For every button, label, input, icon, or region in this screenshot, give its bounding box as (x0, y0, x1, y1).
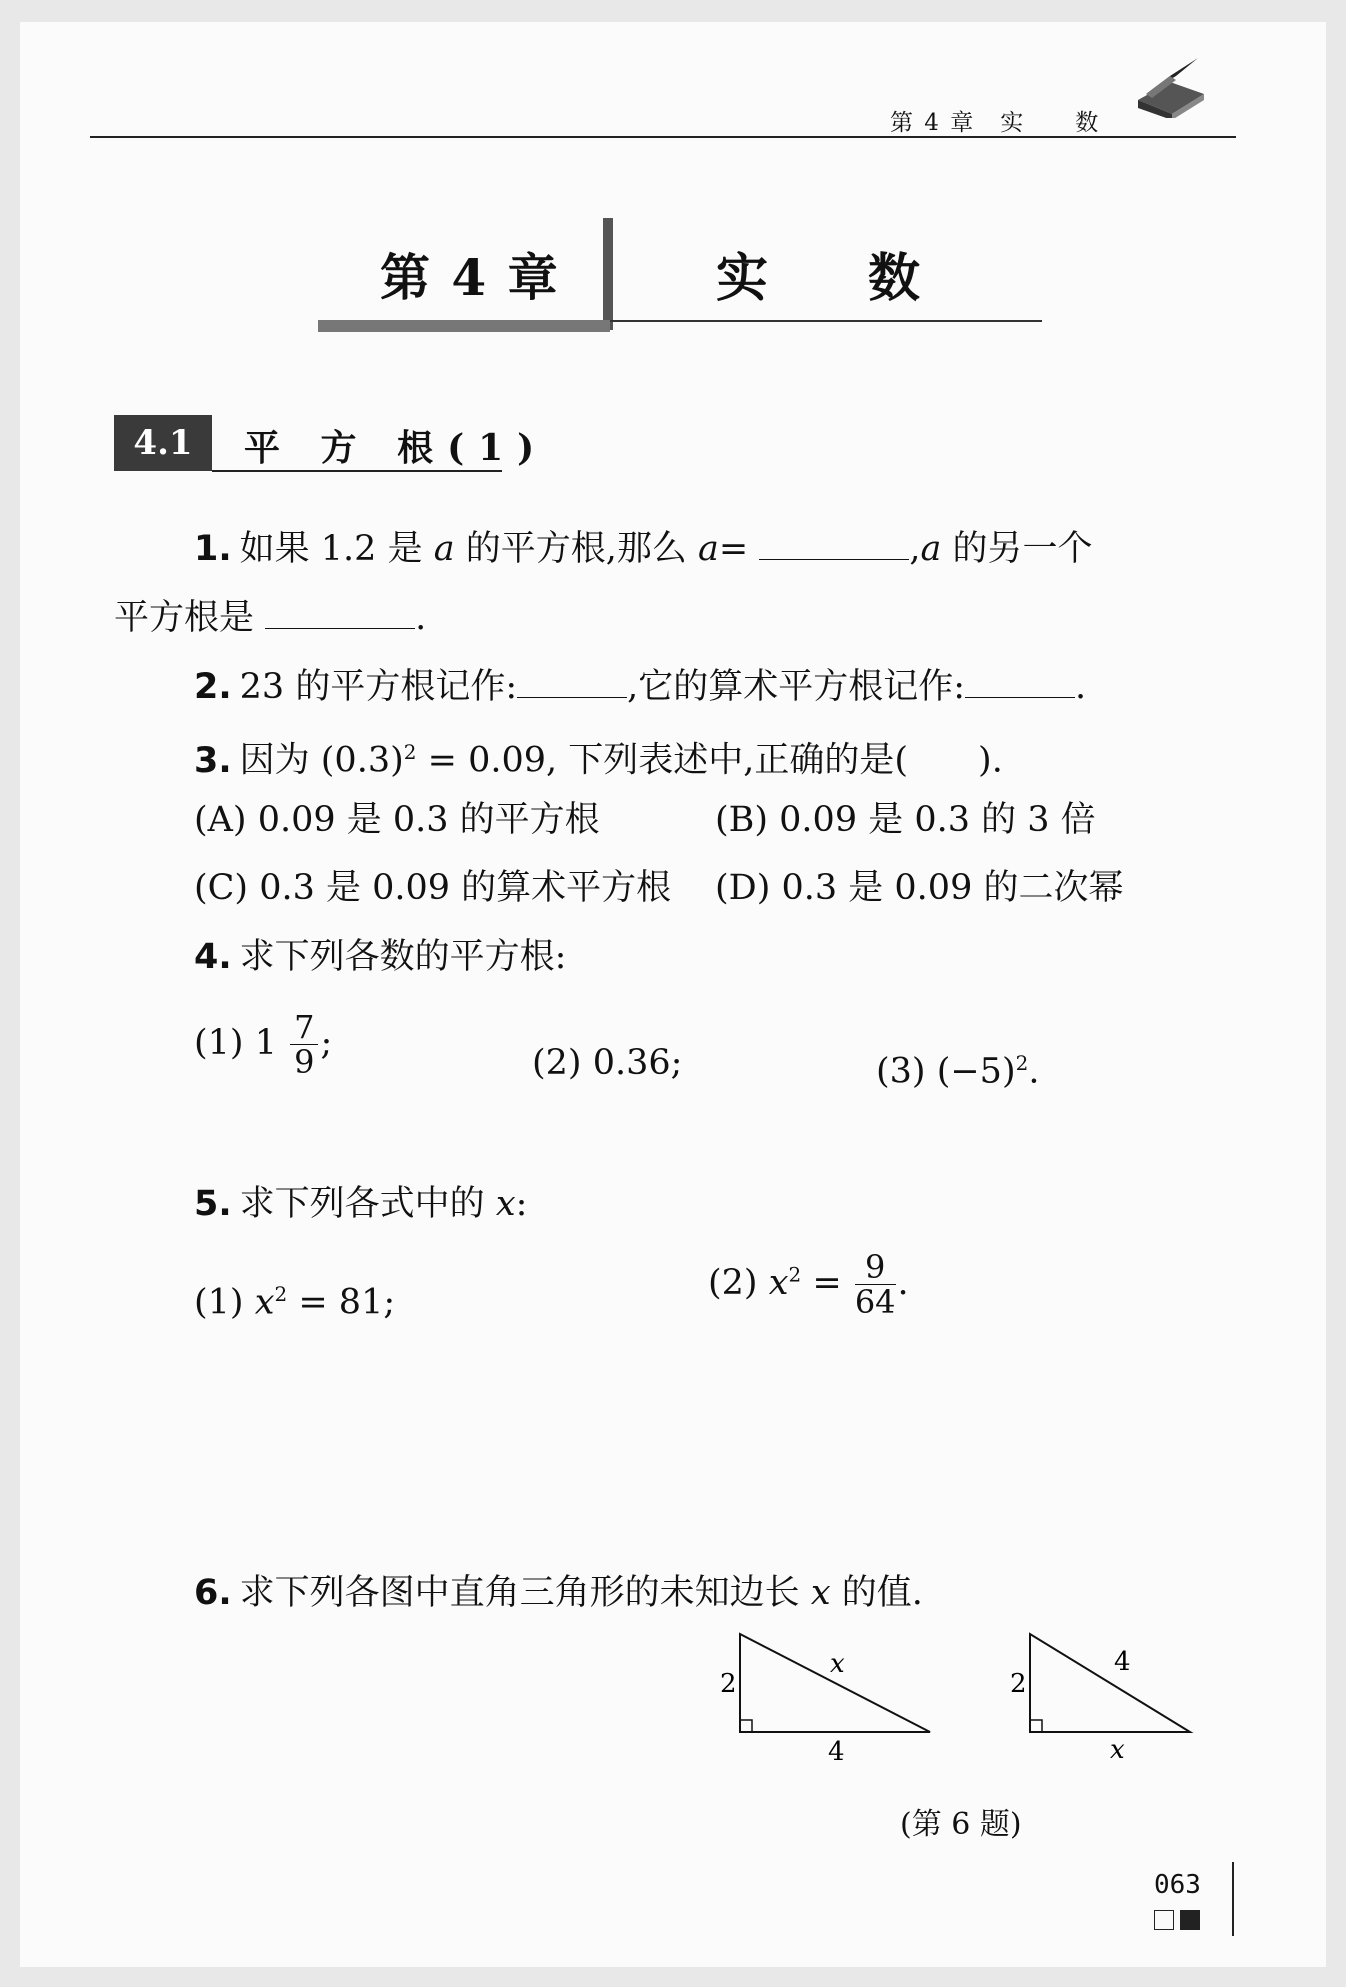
chapter-underline-bar (318, 320, 610, 332)
question-1: 1. 如果 1.2 是 a 的平方根,那么 a= ,a 的另一个 (194, 529, 1093, 569)
q5-part-2: (2) $x^2$ = $\frac{9}{64}$ . (708, 1248, 909, 1321)
fraction: $\frac{9}{64}$ (854, 1248, 896, 1321)
q4-part-2: (2) 0.36; (532, 1043, 683, 1083)
question-number: 6. (194, 1573, 232, 1613)
option-b[interactable]: (B) 0.09 是 0.3 的 3 倍 (715, 800, 1096, 840)
answer-blank[interactable] (517, 665, 627, 698)
section-number: 4.1 (114, 415, 212, 471)
fraction: $\frac{7}{9}$ (290, 1010, 318, 1079)
figure-caption: (第 6 题) (900, 1807, 1022, 1842)
answer-blank[interactable] (759, 527, 909, 560)
answer-blank[interactable] (965, 665, 1075, 698)
svg-text:2: 2 (720, 1669, 737, 1699)
svg-text:x: x (830, 1649, 845, 1679)
answer-blank[interactable] (265, 596, 415, 629)
option-d[interactable]: (D) 0.3 是 0.09 的二次幂 (715, 868, 1124, 908)
svg-text:4: 4 (1114, 1647, 1131, 1677)
filled-square-icon (1180, 1910, 1200, 1930)
question-4: 4. 求下列各数的平方根: (194, 937, 567, 977)
section-title: 平 方 根(1) (244, 427, 549, 469)
q4-part-3: (3) $(-5)^2$. (876, 1051, 1040, 1092)
hollow-square-icon (1154, 1910, 1174, 1930)
question-number: 3. (194, 740, 232, 781)
question-number: 1. (194, 529, 232, 569)
chapter-divider (603, 218, 613, 330)
question-number: 5. (194, 1184, 232, 1224)
option-c[interactable]: (C) 0.3 是 0.09 的算术平方根 (194, 868, 672, 908)
question-2: 2. 23 的平方根记作: ,它的算术平方根记作: . (194, 667, 1087, 707)
svg-text:2: 2 (1010, 1669, 1027, 1699)
option-a[interactable]: (A) 0.09 是 0.3 的平方根 (194, 800, 600, 840)
page-number-rule (1232, 1862, 1234, 1936)
running-header: 第 4 章 实 数 (890, 110, 1101, 136)
question-3: 3. 因为 $(0.3)^2 = 0.09$, 下列表述中,正确的是( ). (194, 740, 1003, 781)
question-6: 6. 求下列各图中直角三角形的未知边长 x 的值. (194, 1573, 923, 1613)
page (20, 22, 1326, 1967)
q5-part-1: (1) $x^2 = 81$; (194, 1282, 396, 1323)
chapter-name: 实数 (716, 248, 1021, 309)
svg-text:4: 4 (828, 1737, 845, 1762)
q6-figures (700, 1622, 1260, 1762)
chapter-number: 第 4 章 (380, 248, 560, 307)
chapter-underline-rule (610, 320, 1042, 322)
q4-part-1: (1) 1 $\frac{7}{9}$ ; (194, 1008, 333, 1081)
book-icon (1132, 54, 1208, 118)
question-1-line-2: 平方根是 . (114, 598, 427, 638)
svg-text:x: x (1110, 1735, 1125, 1762)
triangle-figure-2 (1010, 1634, 1190, 1762)
question-5: 5. 求下列各式中的 x: (194, 1184, 528, 1224)
question-number: 4. (194, 937, 232, 977)
header-rule (90, 136, 1236, 138)
page-number: 063 (1154, 1870, 1201, 1900)
question-number: 2. (194, 667, 232, 707)
triangle-figure-1 (720, 1634, 930, 1762)
